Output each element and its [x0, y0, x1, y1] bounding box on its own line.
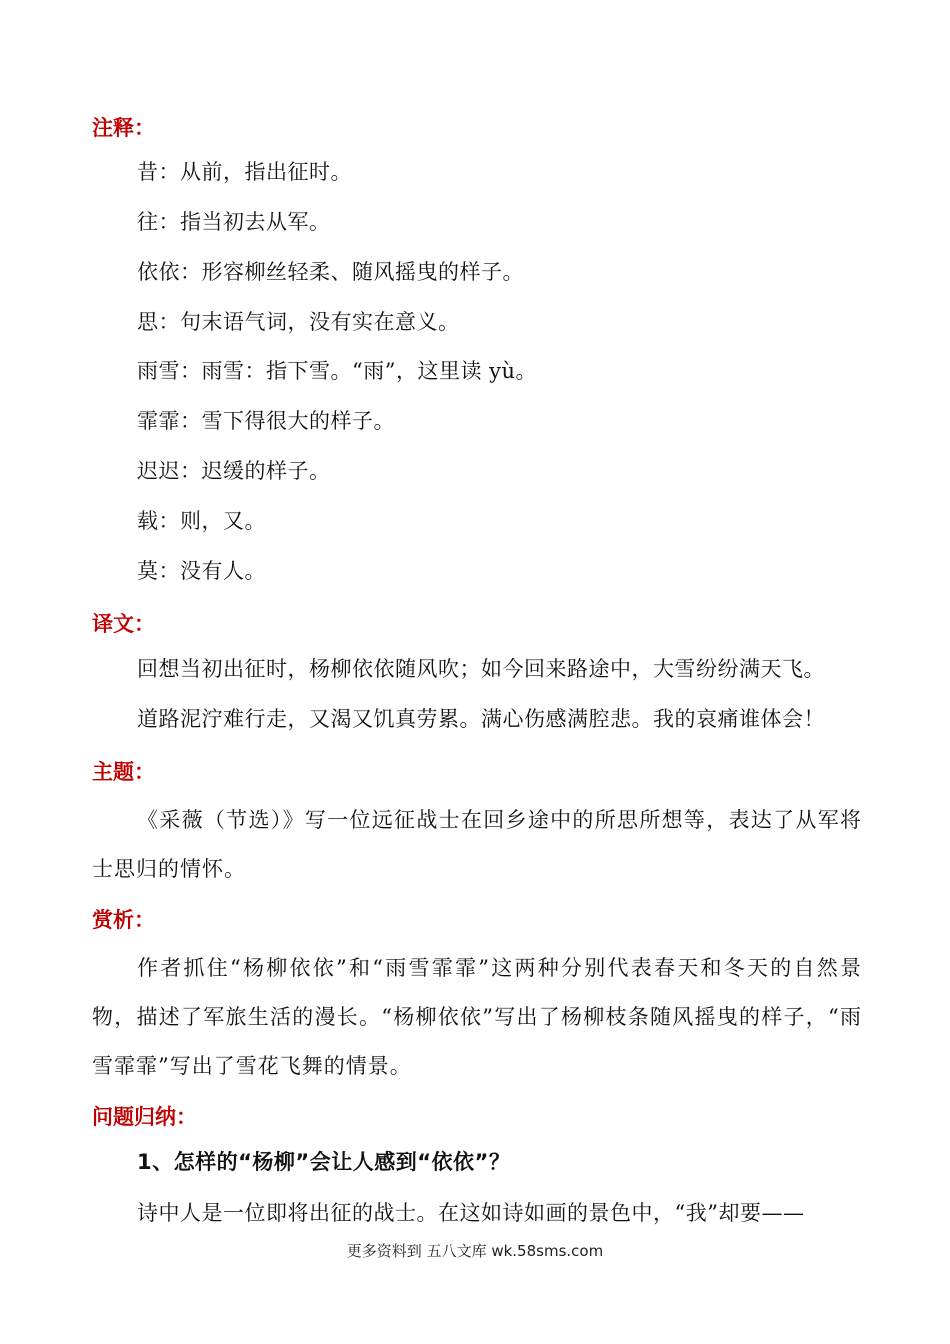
note-item: 往：指当初去从军。 [137, 210, 331, 234]
answer-1: 诗中人是一位即将出征的战士。在这如诗如画的景色中，“我”却要—— [137, 1201, 805, 1225]
appreciation-paragraph: 作者抓住“杨柳依依”和“雨雪霏霏”这两种分别代表春天和冬天的自然景物，描述了军旅生活的漫长。“杨柳依依”写出了杨柳枝条随风摇曳的样子，“雨雪霏霏”写出了雪花飞舞的情景。 [92, 956, 862, 1078]
questions-heading: 问题归纳： [92, 1105, 197, 1129]
question-1: 1、怎样的“杨柳”会让人感到“依依”？ [137, 1150, 511, 1174]
notes-heading: 注释： [92, 116, 155, 140]
note-item: 雨雪：雨雪：指下雪。“雨”，这里读 yù。 [137, 359, 538, 383]
theme-paragraph: 《采薇（节选）》写一位远征战士在回乡途中的所思所想等，表达了从军将士思归的情怀。 [92, 808, 862, 881]
note-item: 载：则，又。 [137, 509, 266, 533]
footer-text: 更多资料到 五八文库 wk.58sms.com [346, 1242, 604, 1260]
translation-line: 道路泥泞难行走，又渴又饥真劳累。满心伤感满腔悲。我的哀痛谁体会！ [137, 707, 825, 731]
note-item: 迟迟：迟缓的样子。 [137, 459, 331, 483]
note-item: 依依：形容柳丝轻柔、随风摇曳的样子。 [137, 260, 524, 284]
note-item: 昔：从前，指出征时。 [137, 160, 352, 184]
note-item: 思：句末语气词，没有实在意义。 [137, 310, 460, 334]
theme-heading: 主题： [92, 760, 155, 784]
appreciation-heading: 赏析： [92, 908, 155, 932]
translation-line: 回想当初出征时，杨柳依依随风吹；如今回来路途中，大雪纷纷满天飞。 [137, 657, 825, 681]
translation-heading: 译文： [92, 612, 155, 636]
note-item: 莫：没有人。 [137, 559, 266, 583]
note-item: 霏霏：雪下得很大的样子。 [137, 409, 395, 433]
